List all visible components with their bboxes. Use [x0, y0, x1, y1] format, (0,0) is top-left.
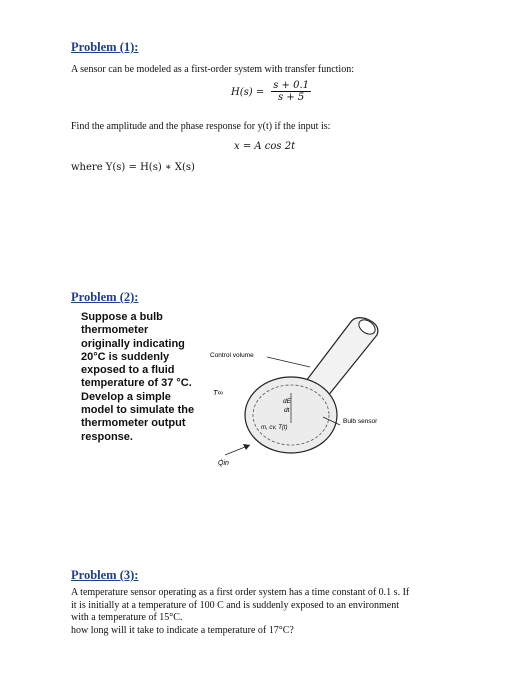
problem2-text [81, 311, 211, 444]
problem1-heading: Problem (1): [71, 40, 139, 54]
problem2-line: thermometer [81, 324, 149, 337]
input-equation: x = A cos 2t [234, 141, 296, 152]
problem2-line: 20°C is suddenly [81, 350, 170, 363]
tf-lhs: H(s) = [231, 87, 265, 99]
bulb-thermometer-figure [205, 305, 390, 475]
tf-numerator: s + 0.1 [273, 80, 309, 91]
problem3-heading: Problem (3): [71, 568, 139, 582]
problem2-line: Suppose a bulb [81, 311, 163, 323]
properties-label: m, cv, T(t) [261, 425, 288, 431]
control-volume-label: Control volume [210, 352, 254, 359]
problem3-line: it is initially at a temperature of 100 C and is suddenly exposed to an environment [71, 599, 399, 611]
q-in-label: Q̇in [218, 460, 229, 467]
tf-denominator: s + 5 [277, 92, 305, 103]
problem3-line: A temperature sensor operating as a first order system has a time constant of 0.1 s. If [71, 587, 410, 598]
bulb-sensor-label: Bulb sensor [343, 418, 378, 425]
problem2-line: Develop a simple [81, 390, 171, 403]
problem2-line: temperature of 37 °C. [81, 377, 192, 390]
problem2-line: thermometer output [81, 417, 186, 430]
de-label: dE [283, 398, 291, 405]
where-equation: where Y(s) = H(s) ∗ X(s) [71, 162, 195, 173]
problem2-line: model to simulate the [81, 404, 195, 417]
problem1-question: Find the amplitude and the phase response for y(t) if the input is: [71, 121, 331, 132]
problem2-line: exposed to a fluid [81, 364, 175, 377]
problem3-line: how long will it take to indicate a temperature of 17°C? [71, 624, 294, 636]
t-infinity-label: T∞ [213, 388, 223, 397]
problem3-text [71, 587, 466, 637]
problem2-line: originally indicating [81, 337, 185, 350]
dt-label: dt [284, 407, 290, 414]
control-volume-leader [267, 357, 310, 367]
problem2-heading: Problem (2): [71, 290, 139, 304]
problem2-line: response. [81, 430, 133, 443]
problem3-line: with a temperature of 15°C. [71, 612, 183, 623]
transfer-function [231, 80, 311, 103]
problem1-intro: A sensor can be modeled as a first-order system with transfer function: [71, 64, 354, 75]
